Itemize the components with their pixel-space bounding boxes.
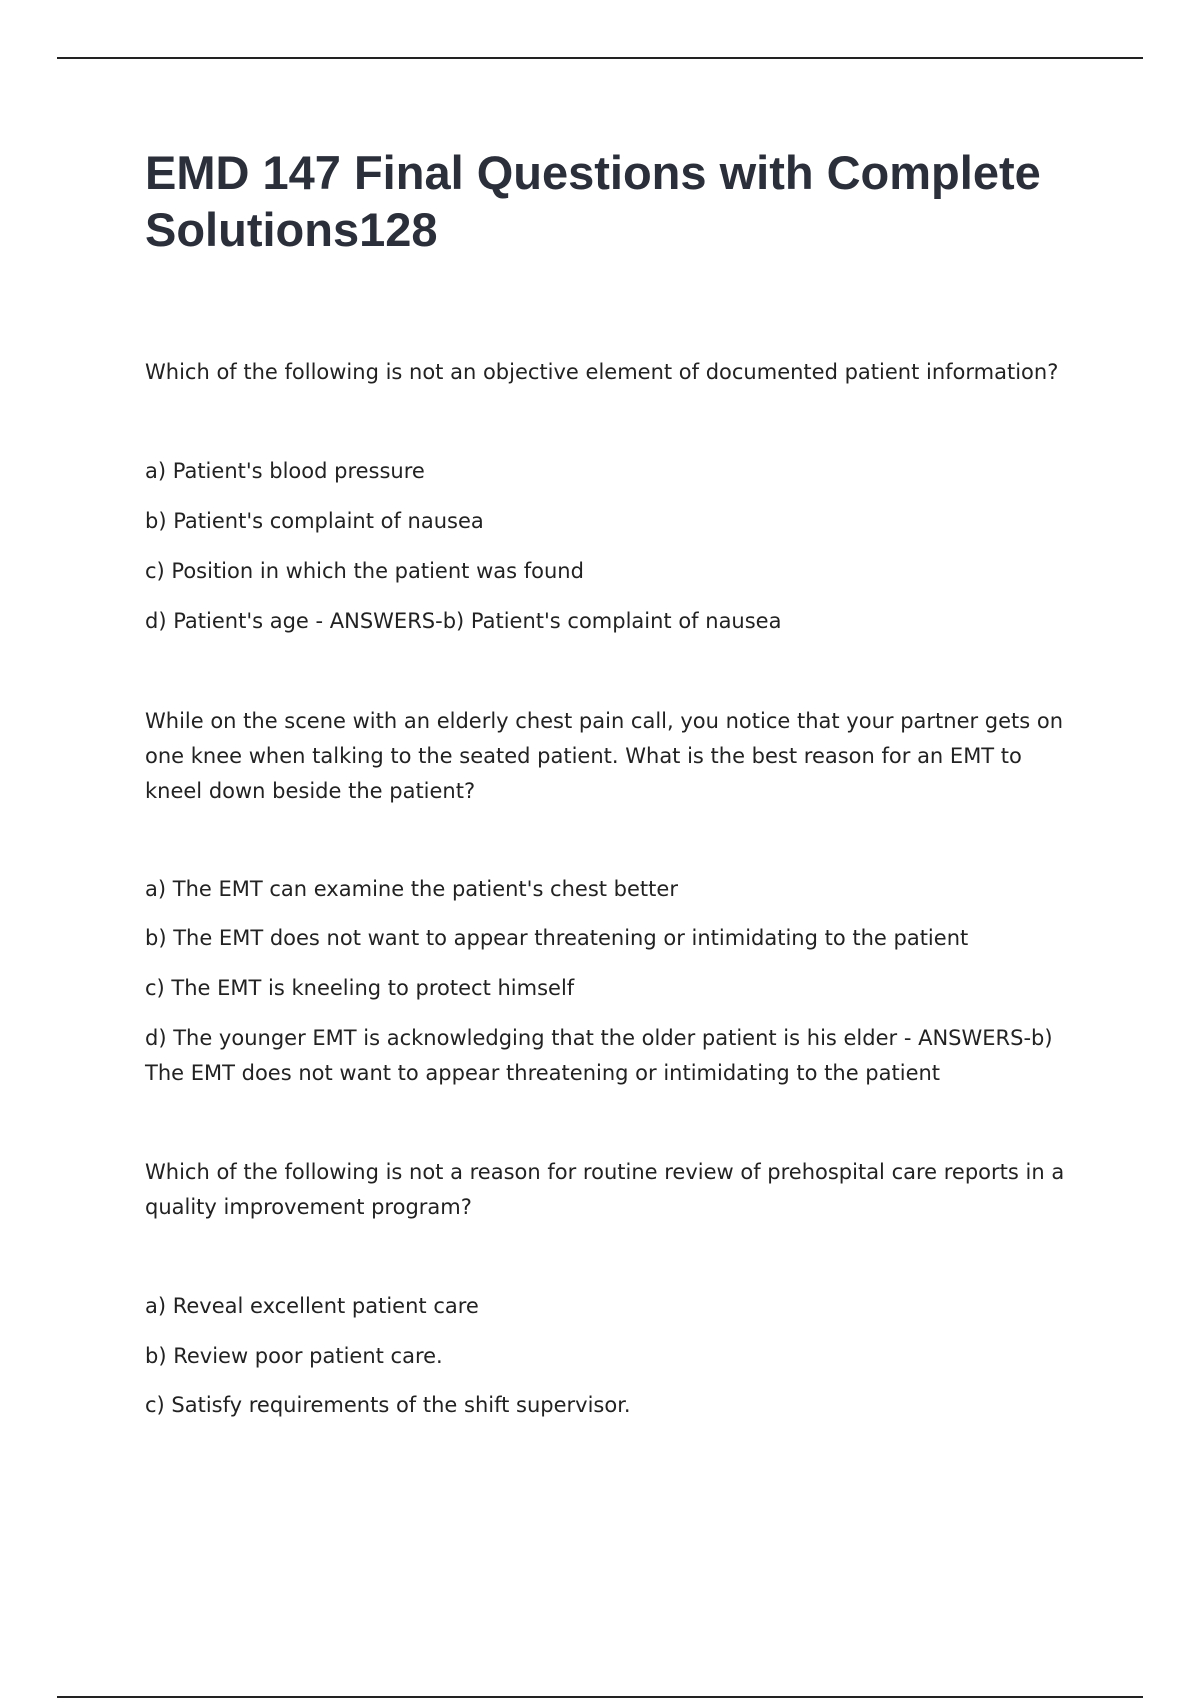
header-rule <box>57 57 1143 59</box>
question-2-option-b: b) The EMT does not want to appear threatening or intimidating to the patient <box>145 926 969 950</box>
footer-rule <box>57 1696 1143 1698</box>
question-1-option-d: d) Patient's age - ANSWERS-b) Patient's complaint of nausea <box>145 609 782 633</box>
question-2-prompt: While on the scene with an elderly chest pain call, you notice that your partner gets on one knee when talking to the seated patient. What is the best reason for an EMT to kneel down beside the patient? <box>145 709 1064 803</box>
question-2-option-a: a) The EMT can examine the patient's chest better <box>145 877 678 901</box>
question-1-prompt: Which of the following is not an objective element of documented patient information? <box>145 360 1059 384</box>
question-2-option-d: d) The younger EMT is acknowledging that the older patient is his elder - ANSWERS-b) The EMT does not want to appear threatening or intimidating to the patient <box>145 1026 1053 1085</box>
question-3-prompt: Which of the following is not a reason for routine review of prehospital care reports in a quality improvement program? <box>145 1160 1065 1219</box>
question-1-option-a: a) Patient's blood pressure <box>145 459 425 483</box>
question-3-option-a: a) Reveal excellent patient care <box>145 1294 479 1318</box>
question-3-option-b: b) Review poor patient care. <box>145 1344 443 1368</box>
question-2-option-c: c) The EMT is kneeling to protect himself <box>145 976 575 1000</box>
question-1-option-c: c) Position in which the patient was found <box>145 559 584 583</box>
page-title: EMD 147 Final Questions with Complete Solutions128 <box>145 146 1041 256</box>
question-3-option-c: c) Satisfy requirements of the shift supervisor. <box>145 1393 631 1417</box>
question-1-option-b: b) Patient's complaint of nausea <box>145 509 484 533</box>
